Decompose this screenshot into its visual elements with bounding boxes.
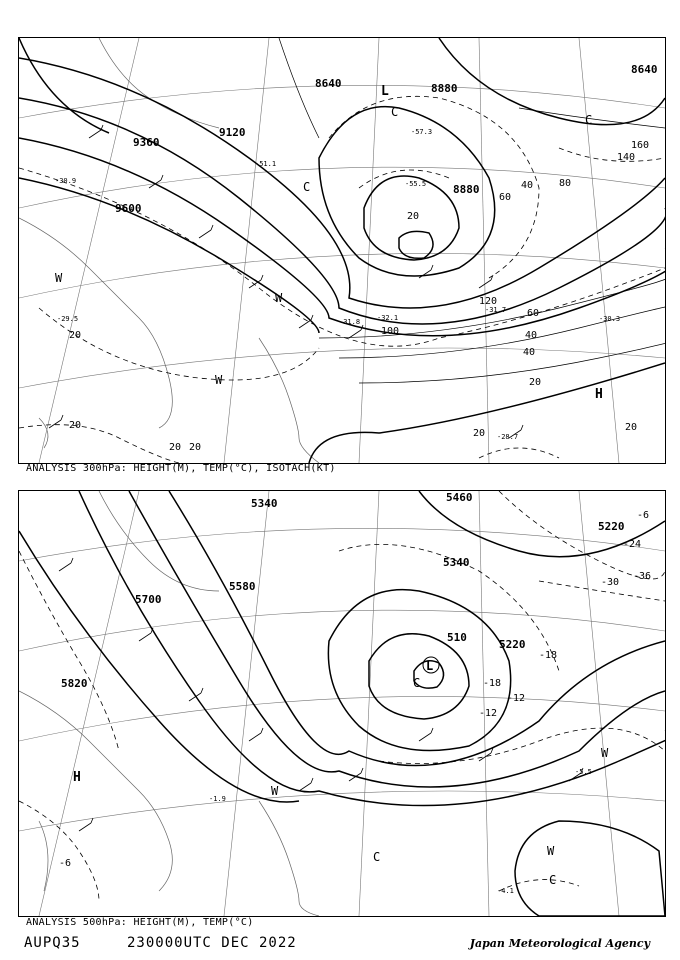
warm-marker: W (547, 844, 555, 858)
height-label: 5340 (251, 497, 278, 510)
agency-name: Japan Meteorological Agency (469, 937, 650, 950)
caption-500hpa: ANALYSIS 500hPa: HEIGHT(M), TEMP(°C) (26, 917, 254, 928)
isotach-label: 20 (69, 420, 82, 431)
height-label: 510 (447, 631, 467, 644)
height-label: 5220 (598, 520, 625, 533)
valid-time: 230000UTC DEC 2022 (127, 935, 297, 951)
temperature-label: -24 (623, 539, 642, 550)
chart-code: AUPQ35 (24, 935, 81, 951)
temperature-label: -30 (601, 577, 620, 588)
temperature-label: -12 (479, 708, 498, 719)
coastline (19, 38, 319, 463)
high-pressure-marker: H (595, 387, 603, 402)
cold-marker: C (413, 676, 421, 690)
height-label: 8880 (453, 183, 480, 196)
caption-300hpa: ANALYSIS 300hPa: HEIGHT(M), TEMP(°C), ISOTACH(KT) (26, 463, 336, 474)
temperature-label: -51.1 (255, 160, 277, 168)
temperature-label: -1.9 (209, 795, 226, 803)
isotach-label: 160 (631, 140, 650, 151)
height-label: 5820 (61, 677, 88, 690)
isotach-label: 20 (189, 442, 202, 453)
isotach-label: 20 (473, 428, 486, 439)
low-pressure-marker: L (426, 659, 434, 673)
isotherms (19, 491, 665, 901)
cold-marker: C (303, 180, 311, 194)
height-label: 5460 (446, 491, 473, 504)
height-label: 9360 (133, 136, 160, 149)
temperature-label: -6 (637, 510, 650, 521)
height-label: 5700 (135, 593, 162, 606)
map-300hpa (18, 37, 666, 464)
warm-marker: W (271, 784, 279, 798)
isotach-label: 20 (407, 211, 420, 222)
isotach-label: 60 (527, 308, 540, 319)
isotach-label: 140 (617, 152, 636, 163)
map-500hpa (18, 490, 666, 917)
temperature-label: -5.5 (575, 768, 592, 776)
temperature-label: -32.1 (377, 314, 399, 322)
map-300hpa-canvas (19, 38, 665, 463)
height-label: 8880 (431, 82, 458, 95)
isotach-label: 40 (523, 347, 536, 358)
isotach-label: 100 (381, 326, 400, 337)
temperature-label: -57.3 (411, 128, 433, 136)
height-label: 8640 (631, 63, 658, 76)
warm-marker: W (215, 373, 223, 387)
low-pressure-marker: L (381, 84, 389, 99)
height-label: 9120 (219, 126, 246, 139)
height-label: 5580 (229, 580, 256, 593)
height-contours (19, 491, 665, 916)
cold-marker: C (585, 113, 593, 127)
height-label: 5340 (443, 556, 470, 569)
temperature-label: -30.9 (55, 177, 77, 185)
temperature-label: -18 (483, 678, 502, 689)
height-contours (19, 38, 665, 463)
temperature-label: -30.3 (599, 315, 621, 323)
isotach-label: 20 (529, 377, 542, 388)
isotach-label: 40 (521, 180, 534, 191)
cold-marker: C (549, 873, 557, 887)
warm-marker: W (55, 271, 63, 285)
temperature-label: -4.1 (497, 887, 514, 895)
temperature-label: -6 (59, 858, 72, 869)
isotherms (19, 96, 665, 463)
height-label: 9600 (115, 202, 142, 215)
temperature-label: -55.5 (405, 180, 427, 188)
temperature-label: -28.7 (497, 433, 519, 441)
temperature-label: -36 (633, 571, 652, 582)
high-pressure-marker: H (73, 770, 81, 785)
map-500hpa-canvas (19, 491, 665, 916)
temperature-label: -12 (507, 693, 526, 704)
isotach-label: 20 (69, 330, 82, 341)
warm-marker: W (601, 746, 609, 760)
warm-marker: W (275, 291, 283, 305)
isotach-label: 40 (525, 330, 538, 341)
wind-barbs (49, 125, 523, 438)
isotach-label: 20 (625, 422, 638, 433)
cold-marker: C (391, 105, 399, 119)
height-label: 8640 (315, 77, 342, 90)
isotach-label: 60 (499, 192, 512, 203)
isotach-label: 120 (479, 296, 498, 307)
isotach-label: 20 (169, 442, 182, 453)
temperature-label: -31.7 (485, 306, 507, 314)
temperature-label: -18 (539, 650, 558, 661)
cold-marker: C (373, 850, 381, 864)
temperature-label: -31.8 (339, 318, 361, 326)
temperature-label: -29.5 (57, 315, 79, 323)
coastline (19, 491, 319, 916)
height-label: 5220 (499, 638, 526, 651)
isotach-label: 80 (559, 178, 572, 189)
